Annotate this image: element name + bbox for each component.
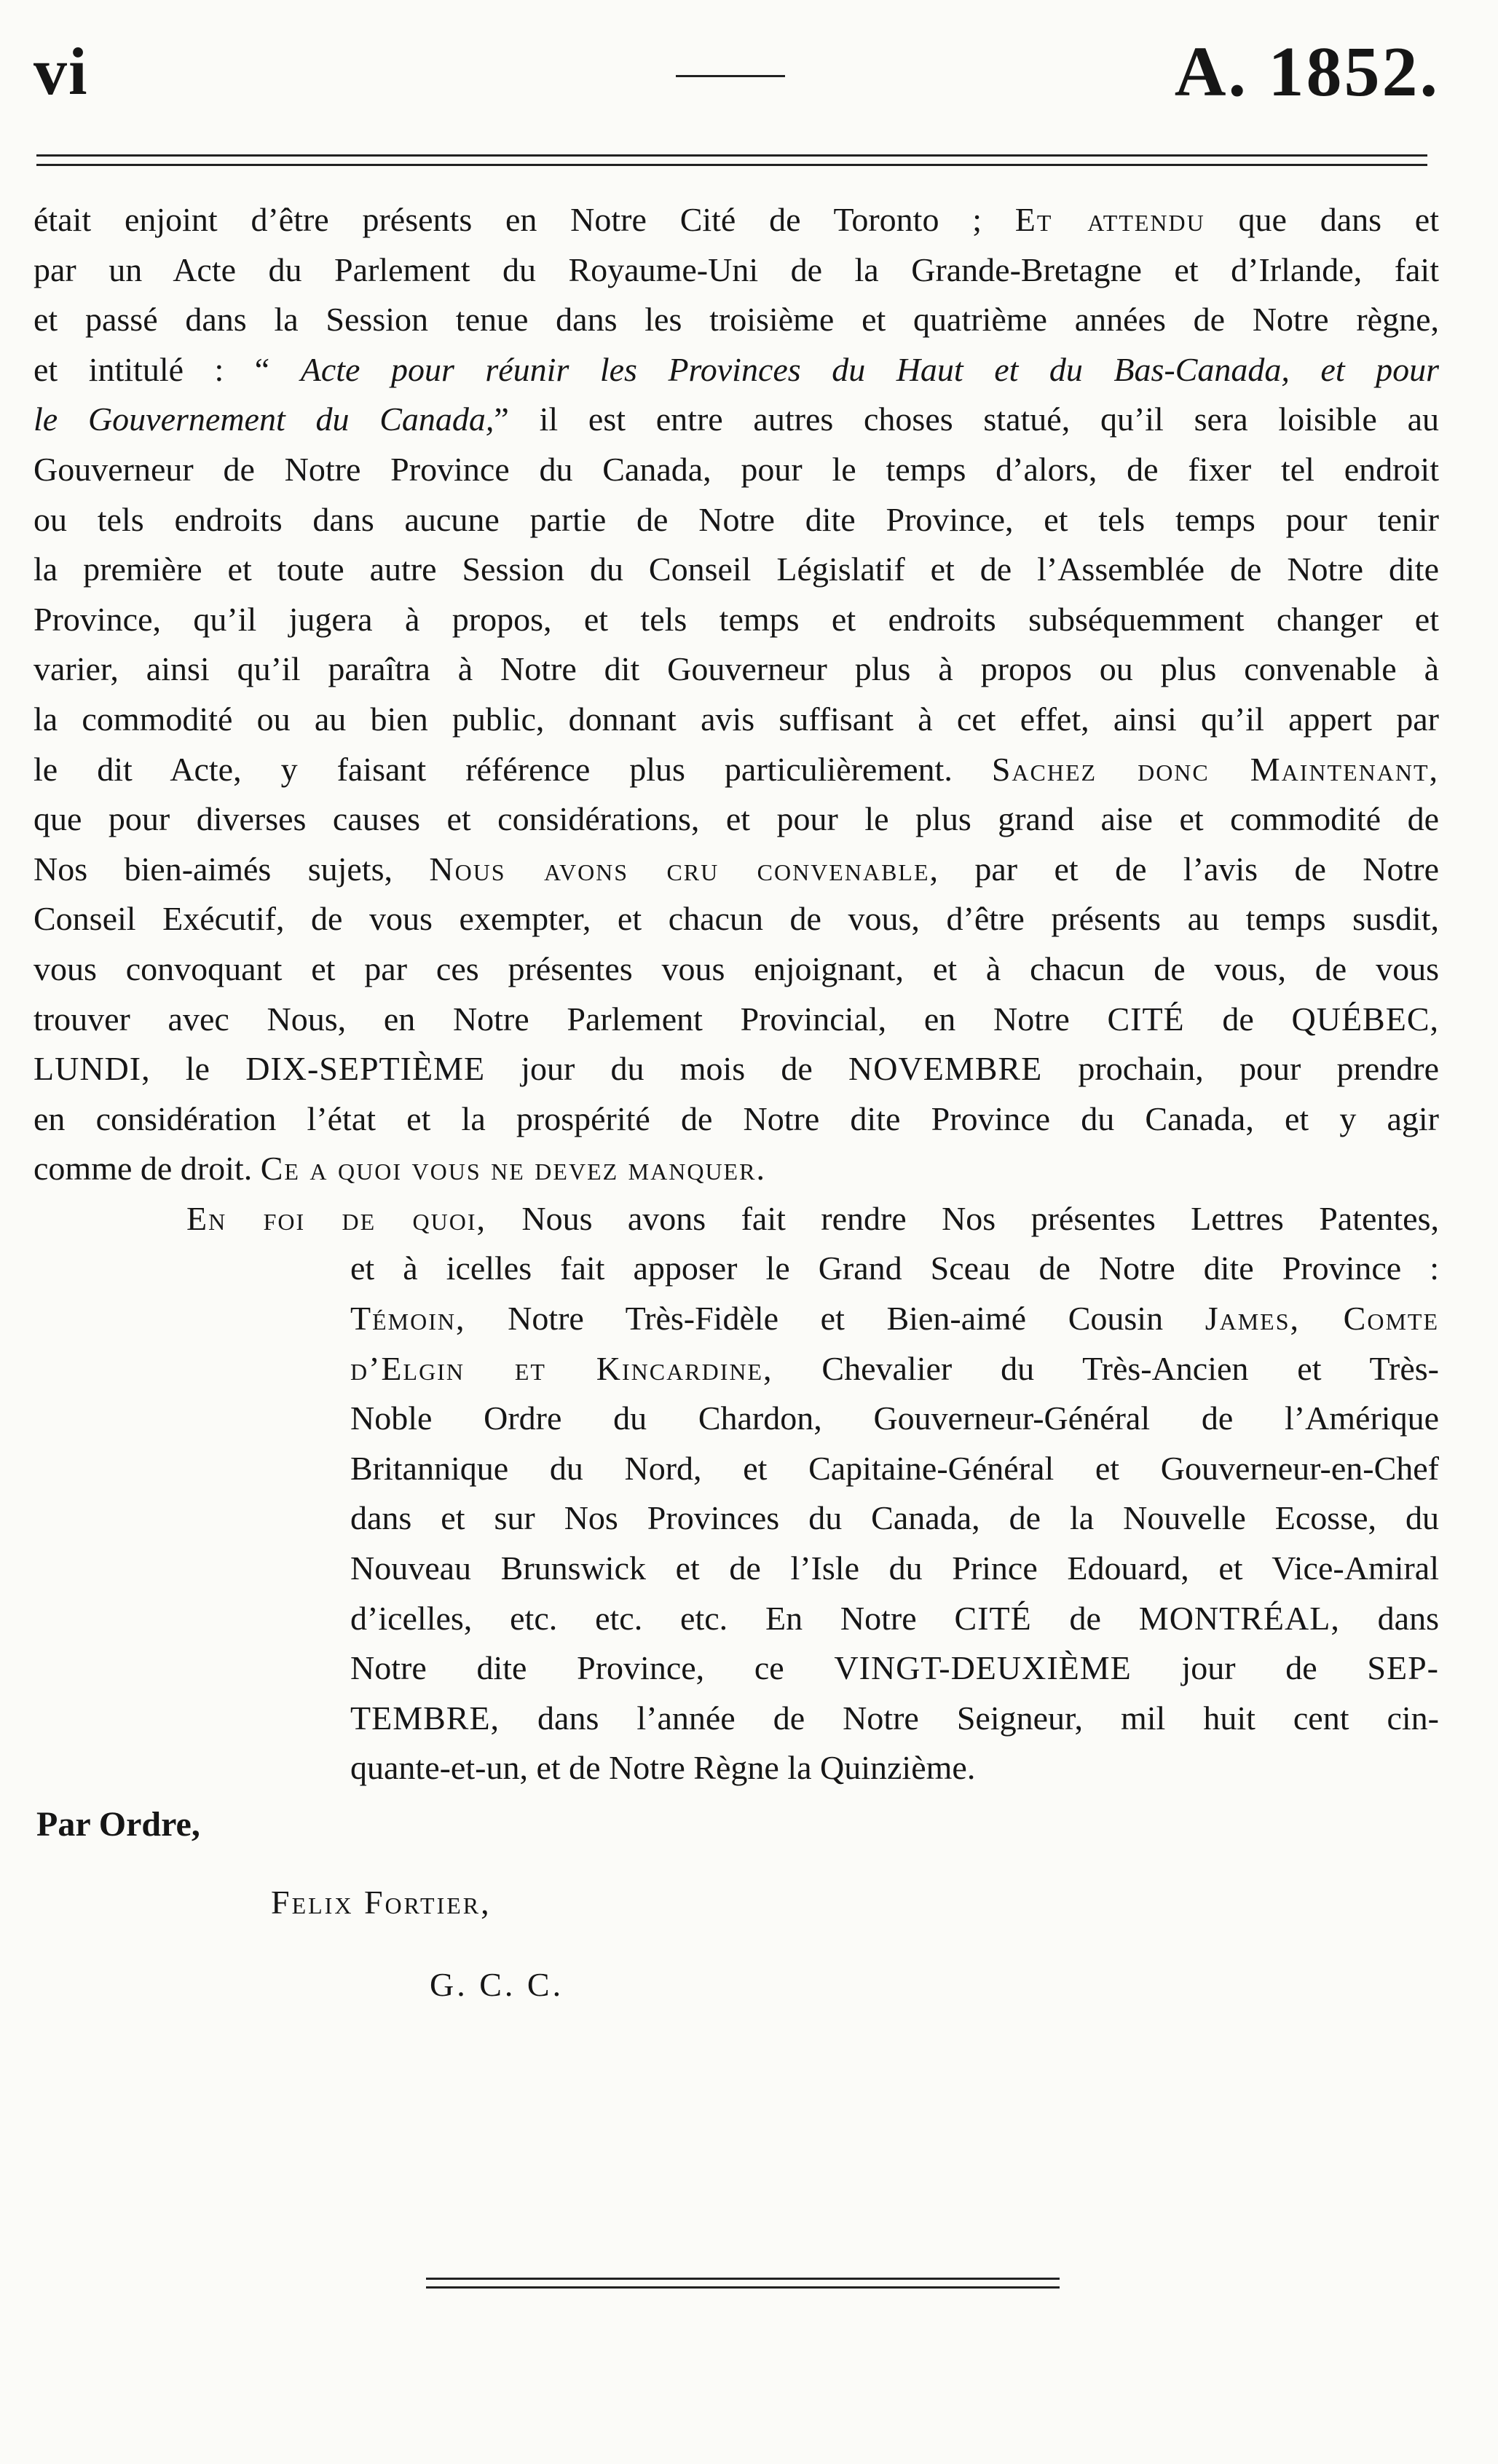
testimony-block <box>33 1244 1439 1793</box>
signatory-title: G. C. C. <box>430 1966 564 2003</box>
body-line: ou tels endroits dans aucune partie de Notre dite Province, et tels temps pour tenir <box>33 500 1439 538</box>
testimony-line: d’icelles, etc. etc. etc. En Notre CITÉ de MONTRÉAL, dans <box>350 1599 1439 1637</box>
body-line: par un Acte du Parlement du Royaume-Uni de la Grande-Bretagne et d’Irlande, fait <box>33 250 1439 288</box>
body-line: comme de droit. Ce a quoi vous ne devez manquer. <box>33 1150 766 1188</box>
testimony-line: dans et sur Nos Provinces du Canada, de la Nouvelle Ecosse, du <box>350 1499 1439 1537</box>
header-dash <box>676 75 785 77</box>
footer-double-rule <box>426 2278 1060 2289</box>
testimony-line: quante-et-un, et de Notre Règne la Quinzième. <box>350 1749 976 1787</box>
body-line: et intitulé : “ Acte pour réunir les Provinces du Haut et du Bas-Canada, et pour <box>33 350 1439 388</box>
body-line: varier, ainsi qu’il paraîtra à Notre dit Gouverneur plus à propos ou plus convenable à <box>33 650 1439 688</box>
body-line: en considération l’état et la prospérité de Notre dite Province du Canada, et y agir <box>33 1099 1439 1137</box>
signatory-name: Felix Fortier, <box>271 1884 492 1921</box>
testimony-line: Témoin, Notre Très-Fidèle et Bien-aimé Cousin James, Comte <box>350 1300 1439 1338</box>
by-order-label: Par Ordre, <box>36 1805 200 1844</box>
body-line: que pour diverses causes et considérations, et pour le plus grand aise et commodité de <box>33 800 1439 838</box>
testimony-line: Nouveau Brunswick et de l’Isle du Prince Edouard, et Vice-Amiral <box>350 1549 1439 1587</box>
testimony-line: Britannique du Nord, et Capitaine-Général et Gouverneur-en-Chef <box>350 1449 1439 1487</box>
page-numeral: vi <box>33 34 89 108</box>
body-line: et passé dans la Session tenue dans les troisième et quatrième années de Notre règne, <box>33 301 1439 339</box>
header-double-rule <box>36 154 1427 166</box>
testimony-line: TEMBRE, dans l’année de Notre Seigneur, mil huit cent cin- <box>350 1699 1439 1737</box>
body-line: le dit Acte, y faisant référence plus particulièrement. Sachez donc Maintenant, <box>33 750 1439 788</box>
testimony-line: et à icelles fait apposer le Grand Sceau de Notre dite Province : <box>350 1249 1439 1287</box>
body-line: la première et toute autre Session du Conseil Législatif et de l’Assemblée de Notre dite <box>33 550 1439 588</box>
year-heading: A. 1852. <box>1174 33 1440 111</box>
body-line: Province, qu’il jugera à propos, et tels temps et endroits subséquemment changer et <box>33 600 1439 638</box>
body-line: Gouverneur de Notre Province du Canada, pour le temps d’alors, de fixer tel endroit <box>33 450 1439 488</box>
testimony-line: Notre dite Province, ce VINGT-DEUXIÈME jour de SEP- <box>350 1649 1439 1687</box>
body-line: Nos bien-aimés sujets, Nous avons cru convenable, par et de l’avis de Notre <box>33 850 1439 888</box>
proclamation-body <box>33 195 1439 1793</box>
act-title-italic: Acte pour réunir les Provinces du Haut et du Bas-Canada, et pour <box>300 350 1439 388</box>
body-line: LUNDI, le DIX-SEPTIÈME jour du mois de NOVEMBRE prochain, pour prendre <box>33 1050 1439 1088</box>
body-line: trouver avec Nous, en Notre Parlement Provincial, en Notre CITÉ de QUÉBEC, <box>33 1000 1439 1038</box>
body-line: la commodité ou au bien public, donnant avis suffisant à cet effet, ainsi qu’il appert par <box>33 700 1439 738</box>
body-line: vous convoquant et par ces présentes vous enjoignant, et à chacun de vous, de vous <box>33 949 1439 987</box>
testimony-line: d’Elgin et Kincardine, Chevalier du Très-Ancien et Très- <box>350 1349 1439 1387</box>
act-title-italic: le Gouvernement du Canada, <box>33 400 494 438</box>
body-line: était enjoint d’être présents en Notre Cité de Toronto ; Et attendu que dans et <box>33 201 1439 238</box>
testimony-line: Noble Ordre du Chardon, Gouverneur-Général de l’Amérique <box>350 1399 1439 1437</box>
testimony-line: En foi de quoi, Nous avons fait rendre Nos présentes Lettres Patentes, <box>186 1199 1439 1237</box>
body-line: le Gouvernement du Canada,” il est entre autres choses statué, qu’il sera loisible au <box>33 400 1439 438</box>
body-line: Conseil Exécutif, de vous exempter, et chacun de vous, d’être présents au temps susdit, <box>33 900 1439 938</box>
